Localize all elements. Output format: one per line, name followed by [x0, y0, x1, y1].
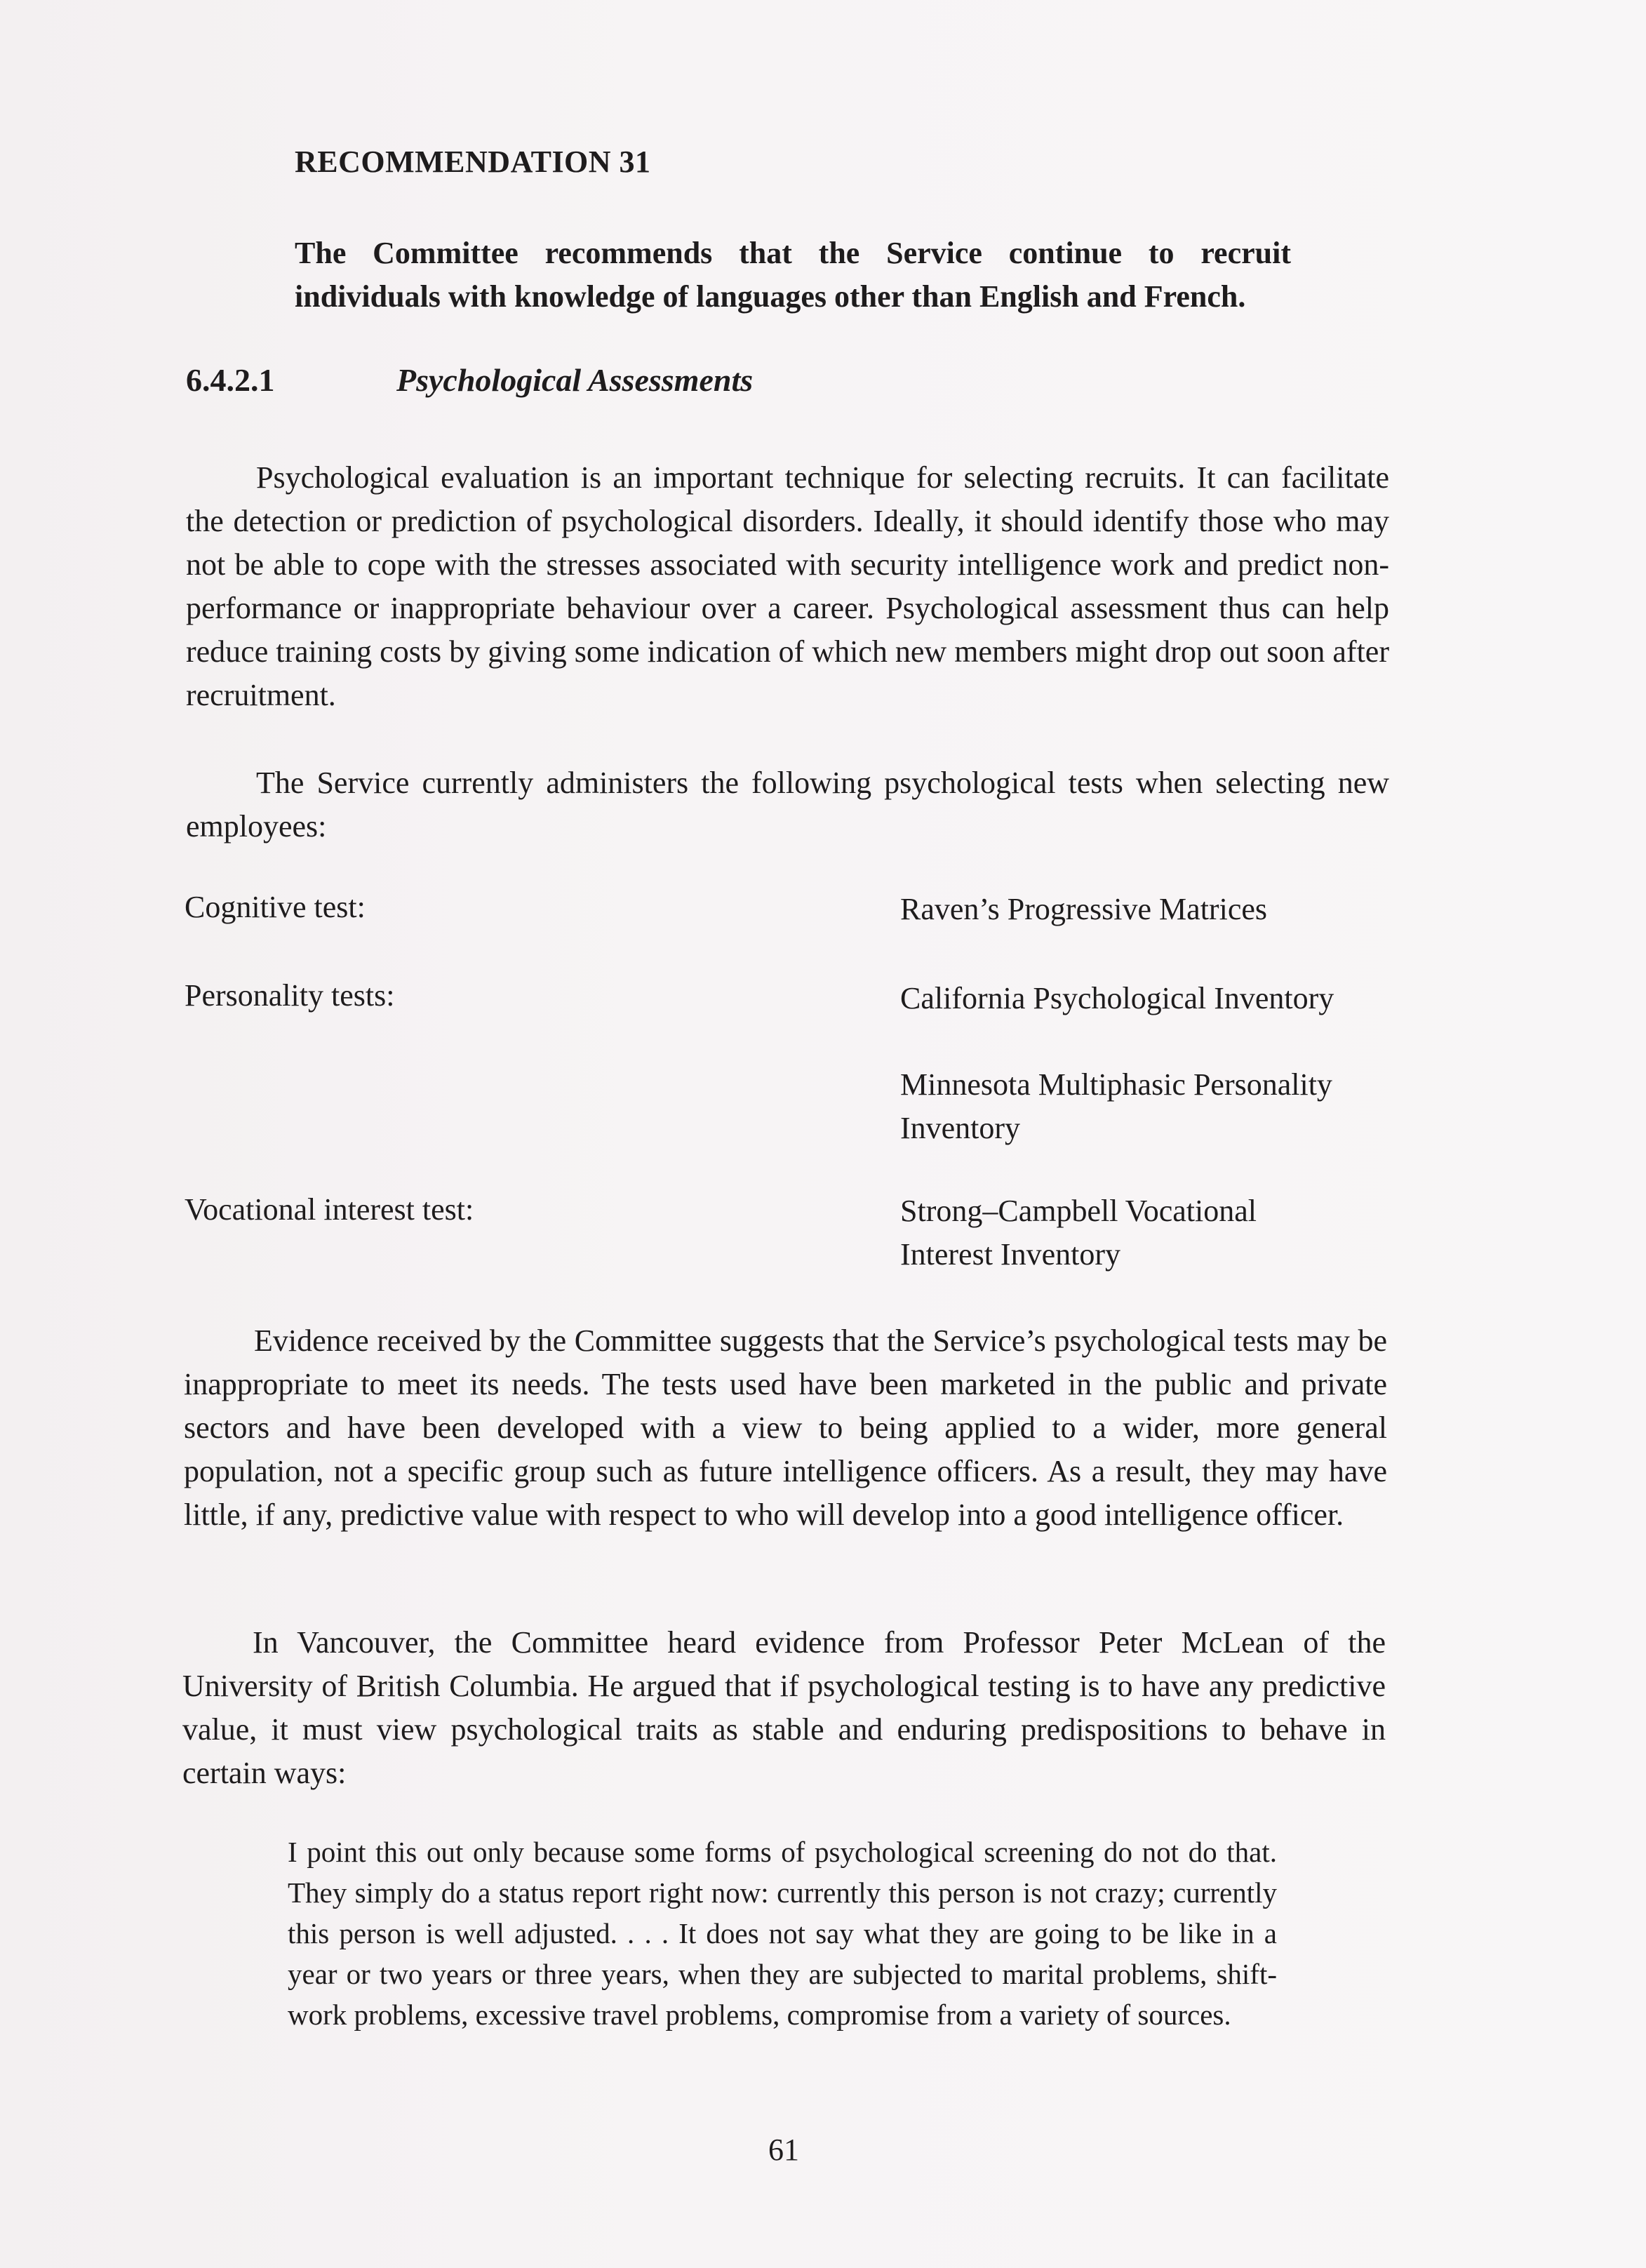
page-number: 61 — [768, 2133, 799, 2167]
section-title: Psychological Assessments — [396, 362, 754, 398]
section-number: 6.4.2.1 — [186, 362, 275, 398]
paragraph-psychological-evaluation: Psychological evaluation is an important technique for selecting recruits. It can facilitate the detection or prediction of psychological disorders. Ideally, it should identify those who may not be able to cope with the stresses associated with security intelligence work and predict non-performance or inappropriate behaviour over a career. Psychological assessment thus can help reduce training costs by giving some indication of which new members might drop out soon after recruitment. — [186, 460, 1389, 712]
paragraph-vancouver: In Vancouver, the Committee heard evidence from Professor Peter McLean of the University of British Columbia. He argued that if psychological testing is to have any predictive value, it must view psychological traits as stable and enduring predispositions to behave in certain ways: — [182, 1625, 1386, 1790]
vocational-test-label: Vocational interest test: — [185, 1192, 474, 1227]
vocational-test-value: Strong–Campbell Vocational Interest Inventory — [900, 1194, 1257, 1272]
personality-test-value-1: California Psychological Inventory — [900, 981, 1334, 1015]
cognitive-test-label: Cognitive test: — [185, 890, 366, 924]
recommendation-body: The Committee recommends that the Service continue to recruit individuals with knowledge of languages other than English and French. — [295, 236, 1291, 314]
personality-test-value-2: Minnesota Multiphasic Personality Inventory — [900, 1067, 1332, 1145]
paragraph-tests-intro: The Service currently administers the following psychological tests when selecting new employees: — [186, 766, 1389, 843]
cognitive-test-value: Raven’s Progressive Matrices — [900, 892, 1267, 926]
block-quote: I point this out only because some forms of psychological screening do not do that. They simply do a status report right now: currently this person is not crazy; currently this person is well adjusted. . . . It does not say what they are going to be like in a year or two years or three years, when they are subjected to marital problems, shift-work problems, excessive travel problems, compromise from a variety of sources. — [288, 1836, 1277, 2031]
paragraph-evidence: Evidence received by the Committee suggests that the Service’s psychological tests may be inappropriate to meet its needs. The tests used have been marketed in the public and private sectors and have been developed with a view to being applied to a wider, more general population, not a specific group such as future intelligence officers. As a result, they may have little, if any, predictive value with respect to who will develop into a good intelligence officer. — [184, 1323, 1387, 1532]
recommendation-heading: RECOMMENDATION 31 — [295, 145, 651, 179]
personality-tests-label: Personality tests: — [185, 978, 395, 1013]
